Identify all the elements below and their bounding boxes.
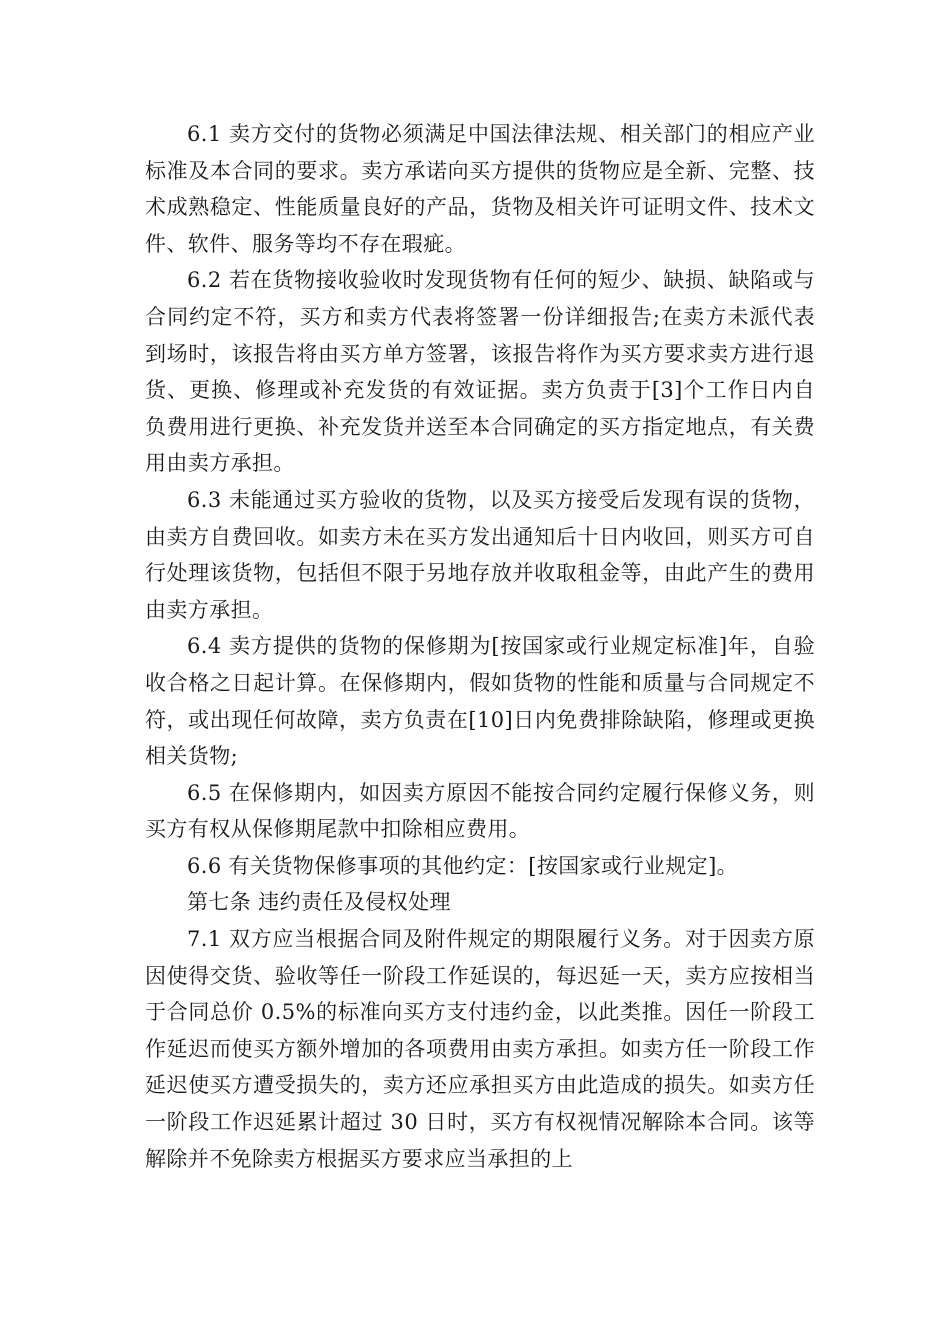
clause-6-1: 6.1 卖方交付的货物必须满足中国法律法规、相关部门的相应产业标准及本合同的要求。卖方承诺向买方提供的货物应是全新、完整、技术成熟稳定、性能质量良好的产品，货物及相关许可证明文件、技术文件、软件、服务等均不存在瑕疵。 (145, 122, 815, 256)
clause-6-5: 6.5 在保修期内，如因卖方原因不能按合同约定履行保修义务，则买方有权从保修期尾款中扣除相应费用。 (145, 780, 815, 842)
clause-6-2: 6.2 若在货物接收验收时发现货物有任何的短少、缺损、缺陷或与合同约定不符，买方和卖方代表将签署一份详细报告;在卖方未派代表到场时，该报告将由买方单方签署，该报告将作为买方要求卖方进行退货、更换、修理或补充发货的有效证据。卖方负责于[3]个工作日内自负费用进行更换、补充发货并送至本合同确定的买方指定地点，有关费用由卖方承担。 (145, 268, 815, 476)
clause-6-6: 6.6 有关货物保修事项的其他约定：[按国家或行业规定]。 (187, 853, 739, 878)
article-7-heading: 第七条 违约责任及侵权处理 (187, 890, 451, 915)
clause-6-3: 6.3 未能通过买方验收的货物，以及买方接受后发现有误的货物，由卖方自费回收。如卖方未在买方发出通知后十日内收回，则买方可自行处理该货物，包括但不限于另地存放并收取租金等，由此产生的费用由卖方承担。 (145, 487, 815, 622)
document-page (145, 116, 815, 1177)
clause-6-4: 6.4 卖方提供的货物的保修期为[按国家或行业规定标准]年，自验收合格之日起计算。在保修期内，假如货物的性能和质量与合同规定不符，或出现任何故障，卖方负责在[10]日内免费排除缺陷，修理或更换相关货物; (145, 634, 815, 769)
clause-7-1: 7.1 双方应当根据合同及附件规定的期限履行义务。对于因卖方原因使得交货、验收等任一阶段工作延误的，每迟延一天，卖方应按相当于合同总价 0.5%的标准向买方支付违约金，以此类推。因任一阶段工作延迟而使买方额外增加的各项费用由卖方承担。如卖方任一阶段工作延迟使买方遭受损失的，卖方还应承担买方由此造成的损失。如卖方任一阶段工作迟延累计超过 30 日时，买方有权视情况解除本合同。该等解除并不免除卖方根据买方要求应当承担的上 (145, 927, 815, 1171)
